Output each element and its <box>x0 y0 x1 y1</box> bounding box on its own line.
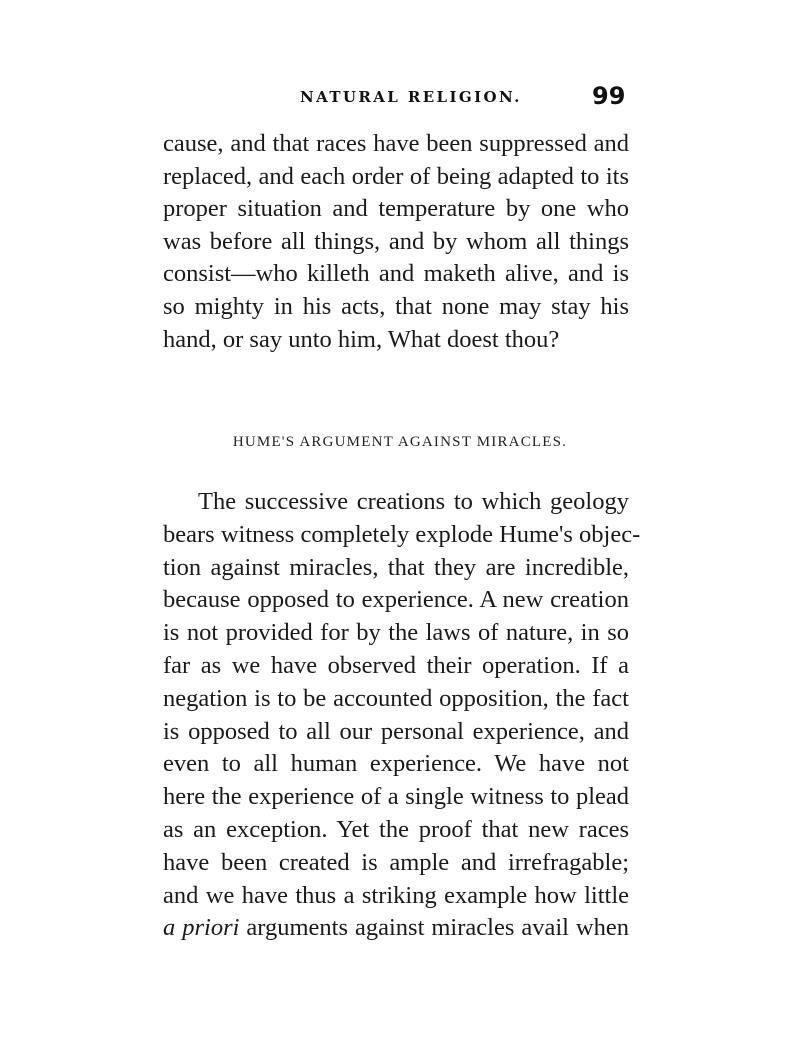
text-line: because opposed to experience. A new creation <box>163 586 629 614</box>
text-line: far as we have observed their operation. If a <box>163 651 629 679</box>
italic-phrase: a priori <box>163 914 240 942</box>
text-line: proper situation and temperature by one who <box>163 195 629 223</box>
page-number: 99 <box>592 82 626 110</box>
section-heading: HUME'S ARGUMENT AGAINST MIRACLES. <box>232 434 568 450</box>
text-line: consist—who killeth and maketh alive, and is <box>163 260 629 288</box>
text-line: and we have thus a striking example how little <box>163 881 629 909</box>
text-line: The successive creations to which geology <box>198 488 629 515</box>
paragraph-humes-argument <box>163 486 641 945</box>
text-line: even to all human experience. We have not <box>163 750 629 778</box>
text-line: replaced, and each order of being adapted to its <box>163 162 629 190</box>
text-line: so mighty in his acts, that none may stay his <box>163 292 629 320</box>
text-line: negation is to be accounted opposition, the fact <box>163 684 629 712</box>
text-line: hand, or say unto him, What doest thou? <box>163 325 560 353</box>
text-line: as an exception. Yet the proof that new races <box>163 815 629 843</box>
text-line: is opposed to all our personal experience, and <box>163 717 629 745</box>
text-line: here the experience of a single witness to plead <box>163 783 629 811</box>
text-line: was before all things, and by whom all things <box>163 227 629 255</box>
text-line: cause, and that races have been suppressed and <box>163 130 629 157</box>
text-line: have been created is ample and irrefragable; <box>163 848 629 876</box>
paragraph-continued <box>163 128 629 356</box>
running-title: NATURAL RELIGION. <box>300 88 522 106</box>
text-line-remainder: arguments against miracles avail when <box>239 914 629 942</box>
text-line: is not provided for by the laws of nature, in so <box>163 619 629 647</box>
text-line-final <box>163 912 629 945</box>
text-line: bears witness completely explode Hume's objec- <box>163 520 641 548</box>
text-line: tion against miracles, that they are incredible, <box>163 553 629 581</box>
running-head <box>0 82 800 114</box>
